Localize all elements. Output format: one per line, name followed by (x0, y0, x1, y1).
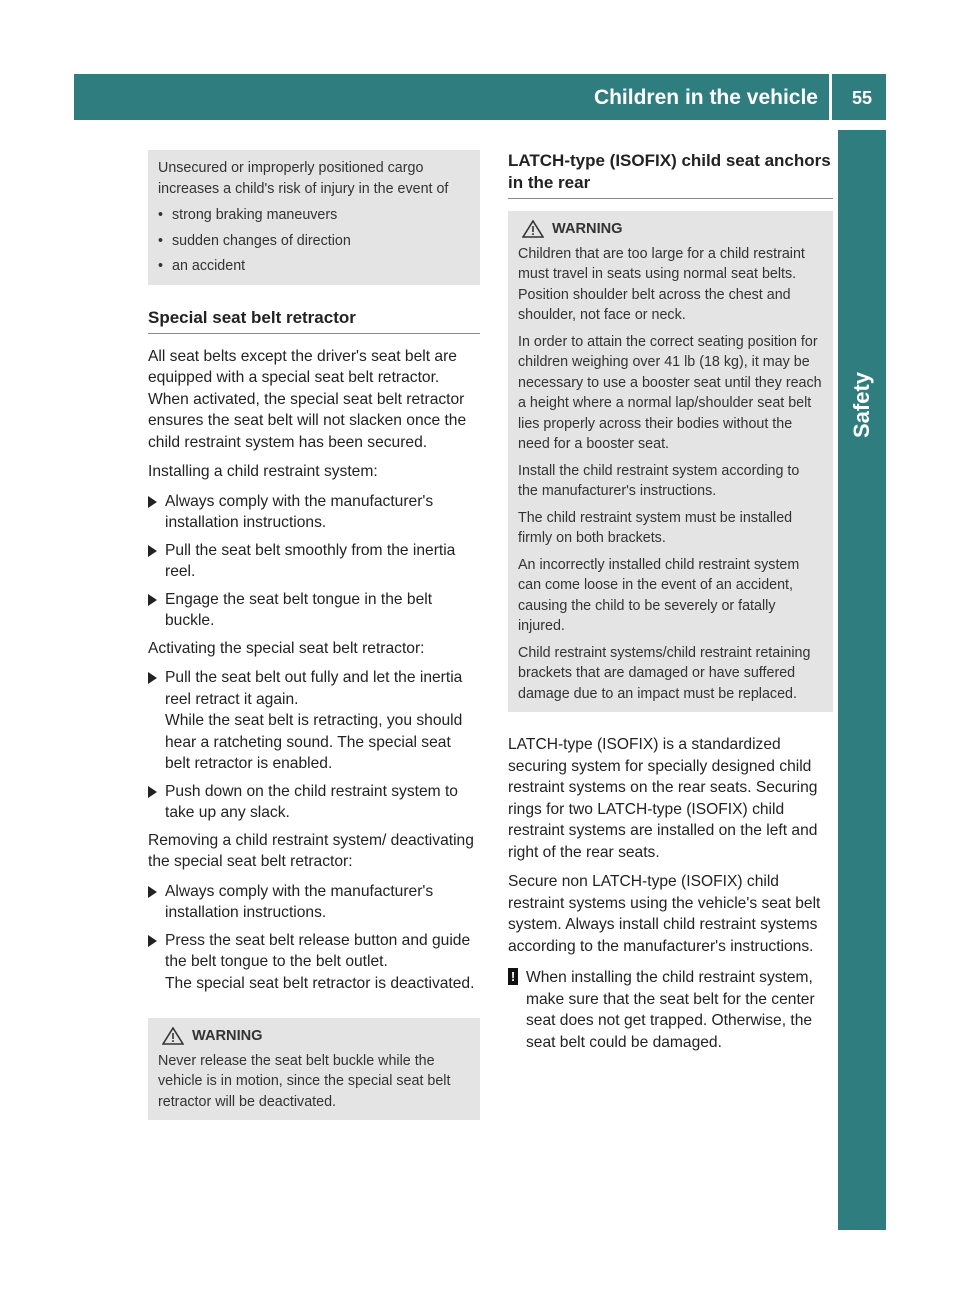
activate-intro: Activating the special seat belt retractor: (148, 639, 425, 657)
remove-step (148, 930, 480, 995)
warning-paragraph: Children that are too large for a child restraint must travel in seats using normal seat belts. Position shoulder belt across the chest and shoulder, not face or neck. (518, 245, 805, 323)
note-bullet: • sudden changes of direction (158, 231, 470, 252)
header-divider (829, 74, 832, 120)
step-arrow-icon (148, 886, 157, 898)
warning-box (508, 211, 833, 712)
warning-paragraph: Install the child restraint system according to the manufacturer's instructions. (518, 462, 800, 499)
caution-note (508, 967, 833, 1053)
install-step (148, 540, 480, 583)
side-tab-label (838, 340, 886, 470)
side-tab-text: Safety (849, 371, 875, 439)
caution-exclamation-icon: ! (508, 968, 518, 985)
non-latch-instructions: Secure non LATCH-type (ISOFIX) child restraint systems using the vehicle's seat belt system. Always install child restraint systems according to the manufacturer's instructions. (508, 873, 821, 955)
step-result-text: The special seat belt retractor is deactivated. (165, 974, 475, 992)
warning-box (148, 1018, 480, 1120)
note-bullet: • an accident (158, 256, 470, 277)
activate-step (148, 667, 480, 775)
step-arrow-icon (148, 545, 157, 557)
install-intro: Installing a child restraint system: (148, 463, 378, 480)
section-title: Children in the vehicle (593, 86, 818, 109)
warning-label: WARNING (192, 1028, 263, 1044)
warning-triangle-icon (522, 220, 544, 238)
step-result-text: While the seat belt is retracting, you should hear a ratcheting sound. The special seat belt retractor is enabled. (165, 712, 463, 772)
warning-label: WARNING (552, 221, 623, 237)
activate-step (148, 781, 480, 824)
warning-paragraph: In order to attain the correct seating position for children weighing over 41 lb (18 kg), it may be necessary to use a booster seat until they reach a height where a normal lap/shoulder seat belt lies properly across their bodies without the need for a booster seat. (518, 333, 822, 452)
warning-paragraph: An incorrectly installed child restraint system can come loose in the event of an accident, causing the child to be severely or fatally injured. (518, 556, 800, 634)
step-arrow-icon (148, 935, 157, 947)
step-text: Push down on the child restraint system to take up any slack. (165, 782, 458, 821)
warning-title (518, 219, 823, 240)
note-intro: Unsecured or improperly positioned cargo increases a child's risk of injury in the event of (158, 160, 449, 197)
step-text: Pull the seat belt smoothly from the inertia reel. (165, 541, 456, 580)
step-arrow-icon (148, 496, 157, 508)
remove-step (148, 881, 480, 924)
step-arrow-icon (148, 672, 157, 684)
step-text: Engage the seat belt tongue in the belt buckle. (165, 590, 433, 629)
heading-latch: LATCH-type (ISOFIX) child seat anchors in the rear (508, 150, 833, 199)
step-text: Press the seat belt release button and guide the belt tongue to the belt outlet. (165, 931, 471, 970)
note-bullet: • strong braking maneuvers (158, 205, 470, 226)
step-arrow-icon (148, 594, 157, 606)
step-text: Pull the seat belt out fully and let the inertia reel retract it again. (165, 669, 463, 708)
step-text: Always comply with the manufacturer's installation instructions. (165, 882, 434, 921)
warning-triangle-icon (162, 1027, 184, 1045)
warning-title (158, 1026, 470, 1047)
step-text: Always comply with the manufacturer's installation instructions. (165, 492, 434, 531)
right-column (508, 150, 833, 1053)
remove-intro: Removing a child restraint system/ deactivating the special seat belt retractor: (148, 831, 474, 870)
warning-text: Never release the seat belt buckle while the vehicle is in motion, since the special seat belt retractor will be deactivated. (158, 1052, 451, 1110)
warning-paragraph: Child restraint systems/child restraint retaining brackets that are damaged or have suffered damage due to an impact must be replaced. (518, 644, 811, 702)
left-column (148, 150, 480, 1142)
latch-description: LATCH-type (ISOFIX) is a standardized securing system for specially designed child restraint systems on the rear seats. Securing rings for two LATCH-type (ISOFIX) child restraint systems are installed on the left and right of the rear seats. (508, 736, 818, 861)
side-tab (838, 130, 886, 1230)
install-step (148, 589, 480, 632)
retractor-description: All seat belts except the driver's seat belt are equipped with a special seat belt retractor. When activated, the special seat belt retractor ensures the seat belt will not slacken once the child restraint system has been secured. (148, 347, 467, 451)
step-arrow-icon (148, 786, 157, 798)
install-step (148, 491, 480, 534)
heading-retractor: Special seat belt retractor (148, 307, 480, 334)
warning-paragraph: The child restraint system must be installed firmly on both brackets. (518, 509, 793, 546)
page-header (74, 74, 886, 120)
cargo-note (148, 150, 480, 285)
page-number: 55 (851, 88, 872, 108)
caution-text: When installing the child restraint system, make sure that the seat belt for the center seat does not get trapped. Otherwise, the seat belt could be damaged. (526, 969, 815, 1051)
